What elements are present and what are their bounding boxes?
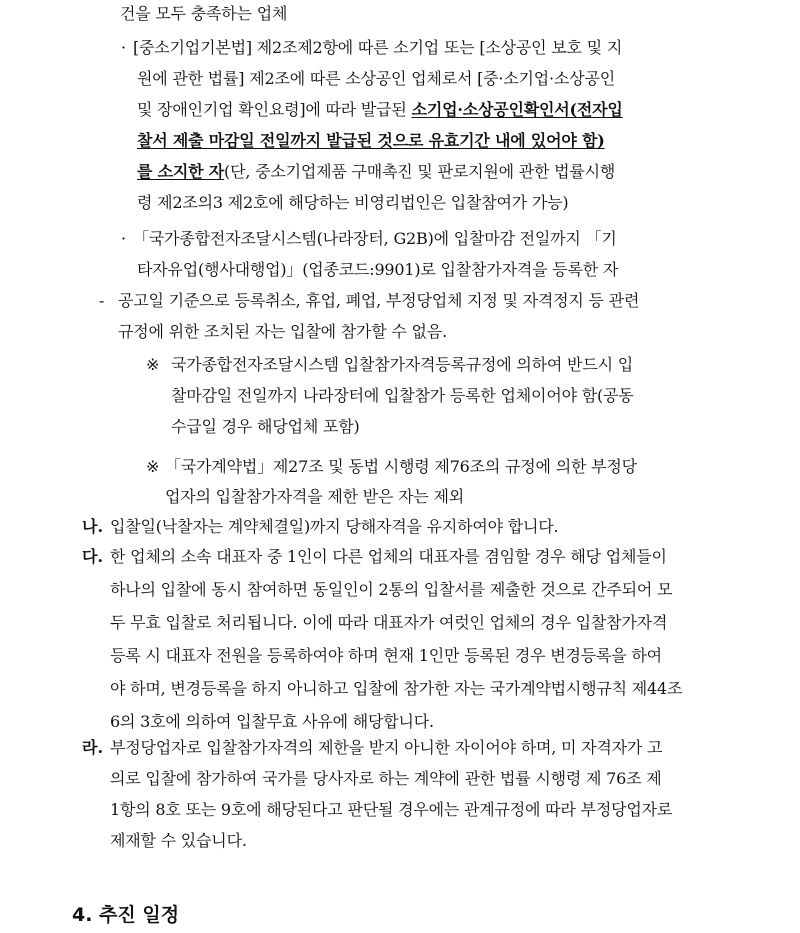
text-line: 제재할 수 있습니다. [110, 831, 247, 850]
text-line: 령 제2조의3 제2호에 해당하는 비영리법인은 입찰참여가 가능) [137, 193, 569, 212]
item-marker: 나. [82, 517, 104, 536]
note-marker: ※ [146, 457, 160, 476]
item-marker: 라. [82, 738, 104, 757]
text-line [137, 100, 623, 120]
text-line: [중소기업기본법] 제2조제2항에 따른 소기업 또는 [소상공인 보호 및 지 [133, 38, 623, 57]
text-line: 1항의 8호 또는 9호에 해당된다고 판단될 경우에는 관계규정에 따라 부정당업자로 [110, 800, 673, 819]
text-plain: (단, 중소기업제품 구매촉진 및 판로지원에 관한 법률시행 [224, 162, 616, 181]
text-line: 규정에 위한 조치된 자는 입찰에 참가할 수 없음. [118, 322, 447, 341]
text-line: 「국가종합전자조달시스템(나라장터, G2B)에 입찰마감 전일까지 「기 [133, 229, 617, 248]
text-plain: 및 장애인기업 확인요령]에 따라 발급된 [137, 100, 412, 119]
text-line: 「국가계약법」제27조 및 동법 시행령 제76조의 규정에 의한 부정당 [165, 457, 637, 476]
text-line: 부정당업자로 입찰참가자격의 제한을 받지 아니한 자이어야 하며, 미 자격자가 고 [110, 738, 663, 757]
text-line: 업자의 입찰참가자격을 제한 받은 자는 제외 [165, 487, 465, 506]
text-line: 6의 3호에 의하여 입찰무효 사유에 해당합니다. [110, 712, 434, 731]
text-line: 하나의 입찰에 동시 참여하면 동일인이 2통의 입찰서를 제출한 것으로 간주되어 모 [110, 580, 673, 599]
text-line: 공고일 기준으로 등록취소, 휴업, 폐업, 부정당업체 지정 및 자격정지 등 관련 [118, 291, 640, 310]
text-line [137, 162, 615, 182]
dash-marker: - [99, 291, 105, 310]
section-heading: 4. 추진 일정 [72, 904, 180, 926]
text-line: 수급일 경우 해당업체 포함) [171, 417, 360, 436]
text-line: 건을 모두 충족하는 업체 [120, 4, 288, 23]
text-line: 원에 관한 법률] 제2조에 따른 소상공인 업체로서 [중·소기업·소상공인 [137, 69, 615, 88]
text-line: 찰마감일 전일까지 나라장터에 입찰참가 등록한 업체이어야 함(공동 [171, 386, 634, 405]
bullet-dot: · [121, 38, 127, 57]
text-line: 국가종합전자조달시스템 입찰참가자격등록규정에 의하여 반드시 입 [171, 355, 633, 374]
text-line: 한 업체의 소속 대표자 중 1인이 다른 업체의 대표자를 겸임할 경우 해당 업체들이 [110, 547, 667, 566]
text-line: 등록 시 대표자 전원을 등록하여야 하며 현재 1인만 등록된 경우 변경등록을 하여 [110, 646, 662, 665]
text-emphasis: 를 소지한 자 [137, 162, 225, 181]
item-marker: 다. [82, 547, 104, 566]
text-line: 타자유업(행사대행업)」(업종코드:9901)로 입찰참가자격을 등록한 자 [137, 260, 619, 279]
text-line: 의로 입찰에 참가하여 국가를 당사자로 하는 계약에 관한 법률 시행령 제 76조 제 [110, 769, 662, 788]
bullet-dot: · [121, 229, 127, 248]
text-line: 두 무효 입찰로 처리됩니다. 이에 따라 대표자가 여럿인 업체의 경우 입찰참가자격 [110, 613, 668, 632]
text-line: 야 하며, 변경등록을 하지 아니하고 입찰에 참가한 자는 국가계약법시행규칙 제44조 [110, 679, 683, 698]
note-marker: ※ [146, 355, 160, 374]
text-emphasis: 찰서 제출 마감일 전일까지 발급된 것으로 유효기간 내에 있어야 함) [137, 131, 605, 150]
text-line: 입찰일(낙찰자는 계약체결일)까지 당해자격을 유지하여야 합니다. [110, 517, 559, 536]
text-emphasis: 소기업·소상공인확인서(전자입 [411, 100, 623, 119]
